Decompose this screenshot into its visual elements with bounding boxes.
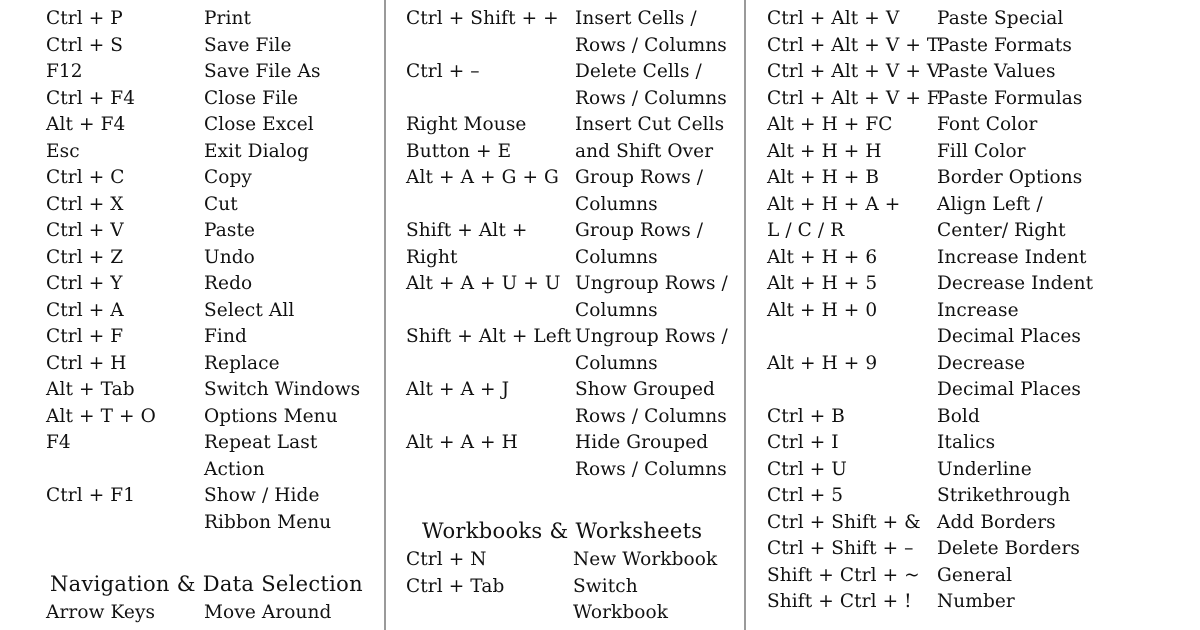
shortcut-action: Columns: [575, 246, 658, 268]
shortcut-key: Ctrl + F: [46, 326, 124, 347]
shortcut-key: Ctrl + V: [46, 220, 124, 241]
section-heading-navigation: Navigation & Data Selection: [50, 572, 363, 596]
shortcut-action: Cut: [204, 193, 238, 215]
shortcut-key: Shift + Alt + Left: [406, 326, 572, 347]
shortcut-action: Replace: [204, 352, 280, 374]
shortcut-action: Delete Borders: [937, 538, 1081, 559]
shortcut-action: New Workbook: [573, 549, 718, 570]
shortcut-key: Right Mouse: [406, 114, 527, 135]
shortcut-key: Ctrl + F1: [46, 485, 136, 506]
shortcut-key: Ctrl + Alt + V + F: [767, 87, 940, 109]
shortcut-key: Ctrl + C: [46, 167, 125, 188]
shortcut-key: Ctrl + –: [406, 61, 480, 82]
shortcut-action: Font Color: [937, 114, 1038, 135]
shortcut-action: Rows / Columns: [575, 34, 727, 56]
shortcut-action: Strikethrough: [937, 485, 1071, 506]
shortcut-action: Action: [204, 458, 265, 480]
shortcut-action: Center/ Right: [937, 220, 1066, 241]
shortcut-key: Ctrl + I: [767, 432, 839, 453]
shortcut-action: Rows / Columns: [575, 458, 727, 480]
shortcut-key: Alt + T + O: [46, 405, 156, 427]
shortcut-action: Find: [204, 326, 247, 347]
shortcut-key: Ctrl + F4: [46, 87, 136, 109]
shortcut-action: Group Rows /: [575, 220, 704, 241]
shortcut-action: Repeat Last: [204, 432, 318, 453]
shortcut-key: Ctrl + Alt + V + T: [767, 34, 940, 56]
shortcut-key: Alt + A + G + G: [406, 167, 559, 188]
shortcut-key: Alt + H + 9: [767, 352, 878, 374]
shortcut-action: General: [937, 564, 1013, 586]
shortcut-action: Decimal Places: [937, 379, 1082, 400]
shortcut-key: Ctrl + H: [46, 352, 127, 374]
shortcut-action: Move Around: [204, 602, 332, 623]
shortcut-action: Decrease Indent: [937, 273, 1094, 294]
shortcut-action: Hide Grouped: [575, 432, 709, 453]
shortcut-key: Ctrl + 5: [767, 485, 844, 506]
shortcut-key: Ctrl + S: [46, 34, 124, 56]
shortcut-key: Shift + Ctrl + ~: [767, 564, 920, 586]
shortcut-key: L / C / R: [767, 220, 845, 241]
shortcut-action: Workbook: [573, 602, 669, 623]
shortcut-key: Right: [406, 246, 458, 268]
shortcut-action: Add Borders: [937, 511, 1056, 533]
section-heading-workbooks: Workbooks & Worksheets: [422, 519, 703, 543]
shortcut-action: Save File As: [204, 61, 321, 82]
shortcut-action: Rows / Columns: [575, 87, 727, 109]
shortcut-key: Alt + Tab: [46, 379, 135, 400]
shortcut-action: Options Menu: [204, 405, 338, 427]
shortcut-action: Paste: [204, 220, 256, 241]
shortcut-action: Paste Formulas: [937, 87, 1083, 109]
shortcut-action: Underline: [937, 458, 1032, 480]
shortcut-action: Show Grouped: [575, 379, 715, 400]
shortcut-key: Ctrl + Shift + +: [406, 8, 559, 29]
shortcut-key: Alt + A + H: [406, 432, 518, 453]
shortcut-key: Shift + Alt +: [406, 220, 528, 241]
shortcut-action: Decimal Places: [937, 326, 1082, 347]
shortcut-key: F12: [46, 61, 83, 82]
shortcut-key: Ctrl + A: [46, 299, 124, 321]
shortcut-action: Close File: [204, 87, 299, 109]
shortcut-action: Columns: [575, 352, 658, 374]
shortcut-action: Undo: [204, 246, 255, 268]
shortcut-key: Ctrl + N: [406, 549, 487, 570]
shortcut-key: Alt + H + A +: [767, 193, 901, 215]
shortcut-action: Ribbon Menu: [204, 511, 332, 533]
shortcut-key: Esc: [46, 140, 80, 162]
shortcut-action: Increase: [937, 299, 1019, 321]
shortcut-action: Number: [937, 591, 1015, 612]
shortcut-action: Close Excel: [204, 114, 314, 135]
shortcut-key: Alt + H + 6: [767, 246, 878, 268]
shortcut-action: Border Options: [937, 167, 1083, 188]
shortcut-key: Alt + A + U + U: [406, 273, 561, 294]
shortcut-action: Columns: [575, 193, 658, 215]
shortcut-key: Ctrl + Alt + V: [767, 8, 900, 29]
shortcut-action: Group Rows /: [575, 167, 704, 188]
shortcut-key: Alt + H + FC: [767, 114, 893, 135]
shortcut-action: Increase Indent: [937, 246, 1087, 268]
shortcut-key: Alt + H + 0: [767, 299, 878, 321]
shortcut-action: Italics: [937, 432, 996, 453]
shortcut-key: Ctrl + P: [46, 8, 123, 29]
shortcut-action: Paste Special: [937, 8, 1064, 29]
shortcut-key: Arrow Keys: [46, 602, 156, 623]
shortcut-action: Insert Cut Cells: [575, 114, 725, 135]
shortcut-key: Alt + H + B: [767, 167, 880, 188]
shortcut-action: Delete Cells /: [575, 61, 702, 82]
shortcut-key: Ctrl + Shift + –: [767, 538, 914, 559]
shortcut-action: Rows / Columns: [575, 405, 727, 427]
shortcut-key: Ctrl + Tab: [406, 575, 505, 597]
shortcut-key: Ctrl + Y: [46, 273, 123, 294]
shortcut-action: Fill Color: [937, 140, 1026, 162]
shortcut-key: Ctrl + Alt + V + V: [767, 61, 941, 82]
shortcut-key: Alt + H + H: [767, 140, 882, 162]
shortcut-key: Button + E: [406, 140, 512, 162]
shortcut-action: Exit Dialog: [204, 140, 309, 162]
shortcut-action: Redo: [204, 273, 253, 294]
shortcut-action: Print: [204, 8, 252, 29]
shortcut-key: Alt + H + 5: [767, 273, 878, 294]
shortcut-action: Paste Values: [937, 61, 1056, 82]
shortcut-action: Paste Formats: [937, 34, 1073, 56]
shortcut-key: Ctrl + X: [46, 193, 124, 215]
shortcut-key: Ctrl + B: [767, 405, 846, 427]
shortcut-action: Show / Hide: [204, 485, 320, 506]
shortcut-key: Alt + F4: [46, 114, 126, 135]
shortcut-key: Ctrl + U: [767, 458, 848, 480]
shortcut-action: Select All: [204, 299, 295, 321]
shortcut-action: Columns: [575, 299, 658, 321]
shortcut-action: Bold: [937, 405, 980, 427]
shortcut-action: Insert Cells /: [575, 8, 697, 29]
shortcut-key: F4: [46, 432, 71, 453]
shortcut-key: Ctrl + Shift + &: [767, 511, 921, 533]
shortcut-key: Alt + A + J: [406, 379, 510, 400]
shortcut-action: Decrease: [937, 352, 1026, 374]
shortcut-action: Copy: [204, 167, 252, 188]
shortcut-action: Switch: [573, 575, 638, 597]
shortcut-action: Switch Windows: [204, 379, 361, 400]
shortcut-action: Save File: [204, 34, 292, 56]
shortcut-key: Shift + Ctrl + !: [767, 591, 912, 612]
shortcut-action: Align Left /: [937, 193, 1043, 215]
shortcut-action: Ungroup Rows /: [575, 326, 728, 347]
shortcut-key: Ctrl + Z: [46, 246, 124, 268]
shortcut-action: Ungroup Rows /: [575, 273, 728, 294]
shortcut-action: and Shift Over: [575, 140, 714, 162]
